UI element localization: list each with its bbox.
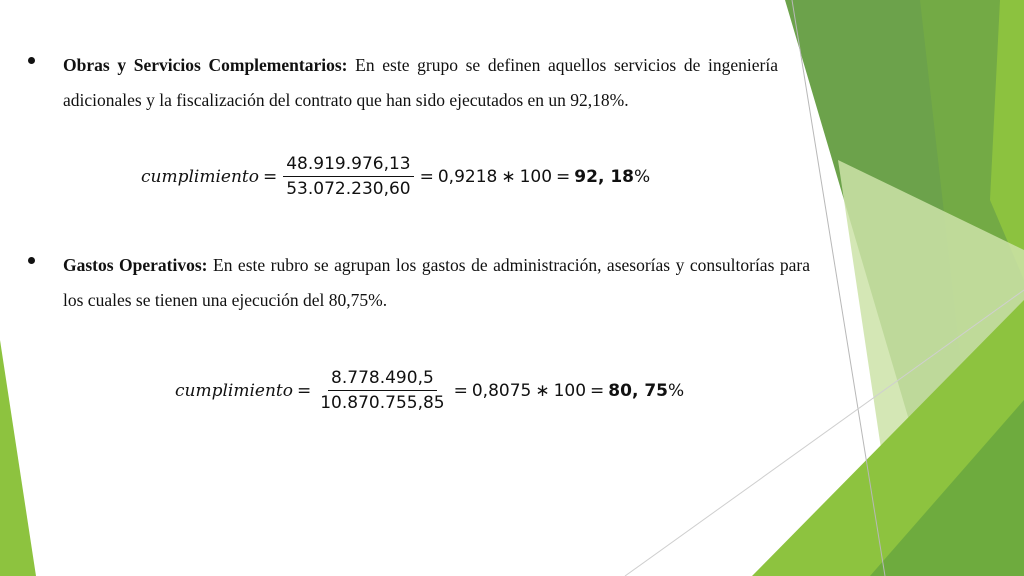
bullet-dot xyxy=(28,257,35,264)
equals-sign: = xyxy=(453,380,468,401)
bullet-body: En este grupo se definen aquellos servicios de ingeniería adicionales y la fiscalización del contrato que han sido ejecutados en un 92,18%. xyxy=(63,55,778,110)
equals-sign: = xyxy=(262,166,278,187)
decor-left-sliver xyxy=(0,340,36,576)
equation-variable: cumplimiento xyxy=(141,166,259,187)
factor-value: 100 xyxy=(519,166,553,187)
bullet-label: Obras y Servicios Complementarios: xyxy=(63,55,348,75)
fraction-denominator: 10.870.755,85 xyxy=(320,393,445,413)
fraction-numerator: 8.778.490,5 xyxy=(328,368,437,391)
bullet-obras-servicios xyxy=(28,48,778,118)
bullet-paragraph xyxy=(63,48,778,118)
factor-value: 100 xyxy=(553,380,587,401)
fraction-numerator: 48.919.976,13 xyxy=(283,154,413,177)
equation-cumplimiento-1 xyxy=(141,154,650,199)
result-value: 92, 18 xyxy=(574,166,634,187)
bullet-gastos-operativos xyxy=(28,248,810,318)
fraction-denominator: 53.072.230,60 xyxy=(286,179,411,199)
equation-variable: cumplimiento xyxy=(175,380,293,401)
equals-sign: = xyxy=(296,380,312,401)
multiply-sign: ∗ xyxy=(535,380,550,401)
ratio-value: 0,9218 xyxy=(437,166,498,187)
fraction xyxy=(283,154,413,199)
bullet-paragraph xyxy=(63,248,810,318)
equation-cumplimiento-2 xyxy=(175,368,684,413)
ratio-value: 0,8075 xyxy=(471,380,532,401)
fraction xyxy=(317,368,447,413)
bullet-label: Gastos Operativos: xyxy=(63,255,208,275)
result-value: 80, 75 xyxy=(608,380,668,401)
bullet-body: En este rubro se agrupan los gastos de administración, asesorías y consultorías para los cuales se tienen una ejecución del 80,75%. xyxy=(63,255,810,310)
equals-sign: = xyxy=(419,166,434,187)
percent-sign: % xyxy=(668,380,685,401)
equals-sign: = xyxy=(590,380,605,401)
equals-sign: = xyxy=(556,166,571,187)
multiply-sign: ∗ xyxy=(501,166,516,187)
percent-sign: % xyxy=(634,166,651,187)
bullet-dot xyxy=(28,57,35,64)
